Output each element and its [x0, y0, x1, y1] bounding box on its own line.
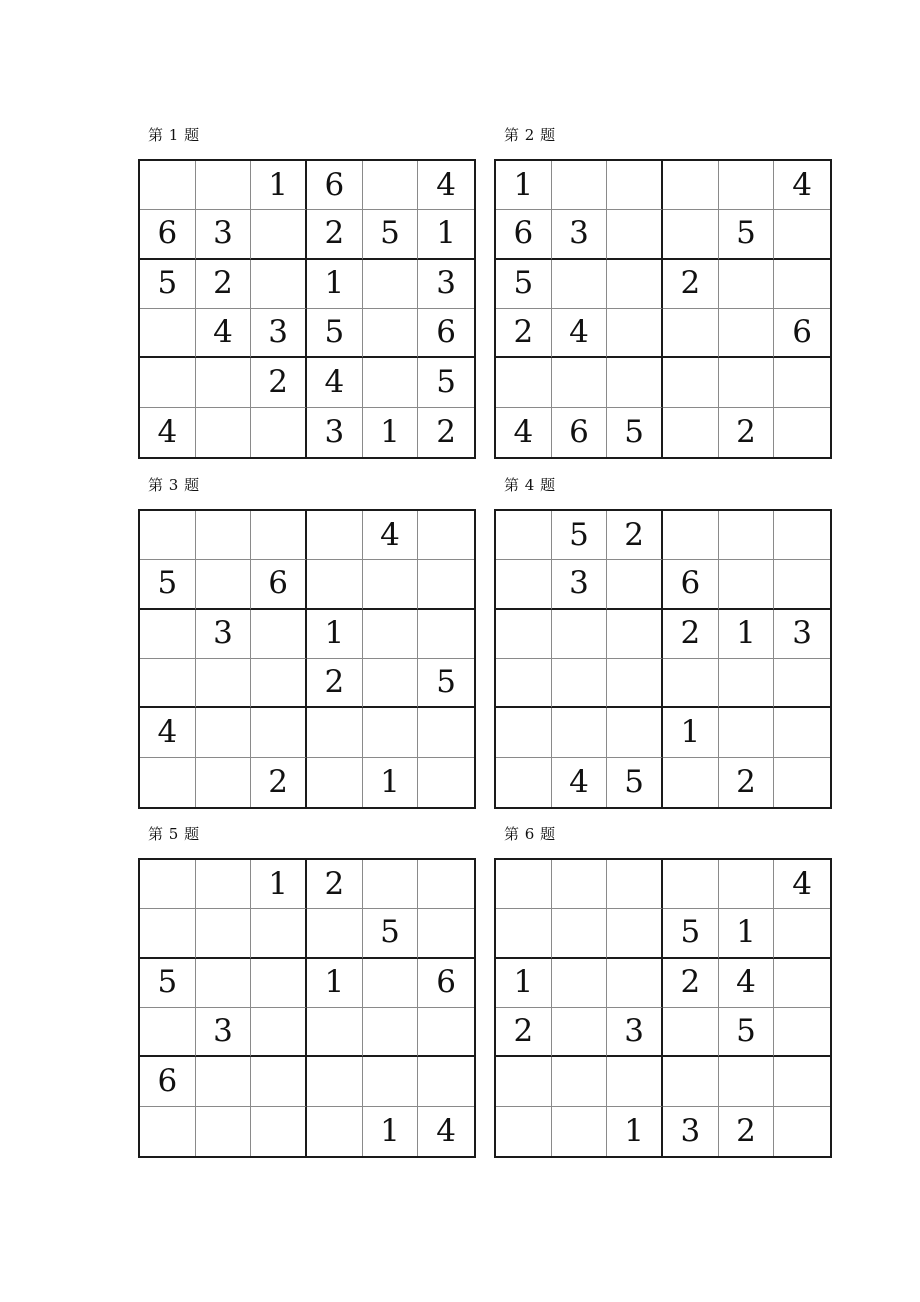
grid-cell [363, 1057, 419, 1106]
grid-cell [774, 358, 830, 407]
grid-cell: 5 [607, 408, 663, 457]
grid-cell: 6 [774, 309, 830, 358]
grid-cell: 1 [607, 1107, 663, 1156]
grid-cell: 1 [363, 758, 419, 807]
grid-cell: 4 [363, 511, 419, 560]
sudoku-grid [138, 159, 476, 459]
grid-cell: 6 [418, 959, 474, 1008]
grid-cell [307, 758, 363, 807]
grid-cell [140, 309, 196, 358]
grid-cell [774, 511, 830, 560]
grid-cell: 5 [307, 309, 363, 358]
grid-cell [196, 708, 252, 757]
grid-cell [363, 708, 419, 757]
grid-cell: 1 [496, 959, 552, 1008]
grid-cell [140, 1107, 196, 1156]
grid-cell [719, 1057, 775, 1106]
grid-cell [418, 758, 474, 807]
grid-cell [552, 959, 608, 1008]
grid-cell [251, 1008, 307, 1057]
grid-cell: 2 [251, 758, 307, 807]
grid-cell: 5 [418, 358, 474, 407]
grid-cell: 2 [719, 408, 775, 457]
grid-cell: 6 [140, 210, 196, 259]
grid-cell [607, 161, 663, 210]
grid-cell [552, 659, 608, 708]
grid-cell [196, 758, 252, 807]
grid-cell [363, 610, 419, 659]
puzzle-title: 第 5 题 [148, 825, 200, 843]
grid-cell: 4 [774, 161, 830, 210]
grid-cell [719, 511, 775, 560]
grid-cell [307, 708, 363, 757]
grid-cell [251, 210, 307, 259]
grid-cell [251, 708, 307, 757]
grid-cell: 3 [196, 1008, 252, 1057]
grid-cell: 5 [496, 260, 552, 309]
grid-cell [363, 1008, 419, 1057]
grid-cell [496, 860, 552, 909]
grid-cell [719, 860, 775, 909]
grid-cell: 5 [140, 959, 196, 1008]
puzzle-title: 第 4 题 [504, 476, 556, 494]
grid-cell [552, 161, 608, 210]
grid-cell [196, 161, 252, 210]
grid-cell: 3 [196, 610, 252, 659]
grid-cell: 5 [140, 260, 196, 309]
grid-cell [418, 1008, 474, 1057]
grid-cell [496, 659, 552, 708]
grid-cell: 4 [719, 959, 775, 1008]
grid-cell [251, 511, 307, 560]
grid-cell [607, 1057, 663, 1106]
grid-cell: 2 [607, 511, 663, 560]
grid-cell: 1 [251, 161, 307, 210]
grid-cell [196, 909, 252, 958]
grid-cell [418, 511, 474, 560]
grid-cell [663, 309, 719, 358]
grid-cell [196, 959, 252, 1008]
grid-cell: 2 [251, 358, 307, 407]
grid-cell: 6 [663, 560, 719, 609]
grid-cell [552, 860, 608, 909]
grid-cell: 3 [251, 309, 307, 358]
grid-cell [719, 659, 775, 708]
grid-cell: 6 [418, 309, 474, 358]
grid-cell [196, 560, 252, 609]
grid-cell: 4 [140, 408, 196, 457]
grid-cell: 1 [307, 959, 363, 1008]
grid-cell: 2 [196, 260, 252, 309]
grid-cell [418, 610, 474, 659]
grid-cell [251, 659, 307, 708]
grid-cell [251, 260, 307, 309]
grid-cell [496, 1057, 552, 1106]
grid-cell [196, 860, 252, 909]
grid-cell: 1 [363, 408, 419, 457]
grid-cell: 3 [196, 210, 252, 259]
grid-cell [140, 161, 196, 210]
grid-cell: 6 [307, 161, 363, 210]
grid-cell [363, 659, 419, 708]
grid-cell [663, 161, 719, 210]
grid-cell [140, 909, 196, 958]
grid-cell: 5 [719, 1008, 775, 1057]
grid-cell: 1 [719, 909, 775, 958]
grid-cell [251, 909, 307, 958]
grid-cell [251, 408, 307, 457]
grid-cell [418, 909, 474, 958]
puzzle-title: 第 1 题 [148, 126, 200, 144]
grid-cell [552, 260, 608, 309]
grid-cell [774, 1008, 830, 1057]
grid-cell: 3 [418, 260, 474, 309]
grid-cell: 2 [663, 959, 719, 1008]
grid-cell: 1 [496, 161, 552, 210]
grid-cell: 1 [663, 708, 719, 757]
grid-cell [774, 659, 830, 708]
grid-cell [607, 860, 663, 909]
grid-cell [774, 758, 830, 807]
grid-cell [307, 1107, 363, 1156]
sudoku-grid [494, 509, 832, 809]
grid-cell [663, 1008, 719, 1057]
grid-cell: 3 [607, 1008, 663, 1057]
grid-cell: 2 [307, 860, 363, 909]
grid-cell [496, 708, 552, 757]
sudoku-grid [494, 858, 832, 1158]
grid-cell [140, 610, 196, 659]
grid-cell [719, 260, 775, 309]
grid-cell [663, 860, 719, 909]
grid-cell: 5 [607, 758, 663, 807]
grid-cell [719, 358, 775, 407]
grid-cell: 5 [363, 210, 419, 259]
grid-cell [196, 1107, 252, 1156]
grid-cell [774, 959, 830, 1008]
grid-cell [196, 511, 252, 560]
grid-cell [418, 1057, 474, 1106]
grid-cell [719, 161, 775, 210]
grid-cell [552, 358, 608, 407]
grid-cell: 3 [663, 1107, 719, 1156]
grid-cell [140, 659, 196, 708]
grid-cell: 4 [552, 309, 608, 358]
grid-cell: 4 [436, 1112, 457, 1149]
grid-cell [307, 909, 363, 958]
grid-cell [363, 309, 419, 358]
grid-cell [607, 260, 663, 309]
sudoku-grid [494, 159, 832, 459]
grid-cell [663, 659, 719, 708]
puzzle-title: 第 2 题 [504, 126, 556, 144]
grid-cell [774, 260, 830, 309]
grid-cell: 2 [496, 309, 552, 358]
grid-cell [719, 309, 775, 358]
grid-cell [418, 708, 474, 757]
grid-cell: 4 [307, 358, 363, 407]
grid-cell: 4 [552, 758, 608, 807]
grid-cell [663, 511, 719, 560]
grid-cell: 3 [552, 560, 608, 609]
grid-cell [140, 758, 196, 807]
grid-cell: 6 [251, 560, 307, 609]
grid-cell [774, 1107, 830, 1156]
grid-cell [607, 659, 663, 708]
grid-cell [774, 210, 830, 259]
grid-cell [552, 1107, 608, 1156]
grid-cell [607, 309, 663, 358]
grid-cell [307, 1008, 363, 1057]
grid-cell [196, 408, 252, 457]
grid-cell: 5 [418, 659, 474, 708]
grid-cell [496, 560, 552, 609]
grid-cell: 3 [307, 408, 363, 457]
grid-cell [251, 1057, 307, 1106]
grid-cell: 1 [307, 260, 363, 309]
grid-cell [552, 610, 608, 659]
grid-cell [607, 909, 663, 958]
grid-cell: 5 [663, 909, 719, 958]
grid-cell: 1 [307, 610, 363, 659]
puzzle-title: 第 3 题 [148, 476, 200, 494]
grid-cell [363, 860, 419, 909]
grid-cell [552, 708, 608, 757]
grid-cell [607, 358, 663, 407]
grid-cell [774, 708, 830, 757]
grid-cell: 4 [774, 860, 830, 909]
grid-cell [140, 511, 196, 560]
grid-cell [663, 210, 719, 259]
grid-cell [496, 358, 552, 407]
grid-cell [552, 1008, 608, 1057]
grid-cell [774, 1057, 830, 1106]
grid-cell [719, 560, 775, 609]
grid-cell [496, 909, 552, 958]
grid-cell [196, 659, 252, 708]
grid-cell [607, 708, 663, 757]
grid-cell [363, 358, 419, 407]
grid-cell [363, 260, 419, 309]
grid-cell [774, 560, 830, 609]
grid-cell [251, 1107, 307, 1156]
sudoku-grid [138, 858, 476, 1158]
grid-cell [251, 610, 307, 659]
grid-cell [196, 1057, 252, 1106]
grid-cell: 5 [140, 560, 196, 609]
grid-cell: 2 [719, 1107, 775, 1156]
grid-cell [607, 210, 663, 259]
grid-cell: 3 [552, 210, 608, 259]
grid-cell [418, 860, 474, 909]
grid-cell [307, 511, 363, 560]
grid-cell: 1 [251, 860, 307, 909]
grid-cell: 6 [140, 1057, 196, 1106]
grid-cell [363, 161, 419, 210]
grid-cell [607, 959, 663, 1008]
grid-cell: 4 [196, 309, 252, 358]
grid-cell [363, 959, 419, 1008]
grid-cell [140, 358, 196, 407]
grid-cell: 4 [418, 161, 474, 210]
grid-cell: 2 [436, 413, 457, 450]
grid-cell: 2 [307, 210, 363, 259]
grid-cell: 4 [140, 708, 196, 757]
grid-cell: 2 [719, 758, 775, 807]
grid-cell [607, 560, 663, 609]
puzzle-title: 第 6 题 [504, 825, 556, 843]
grid-cell [496, 610, 552, 659]
grid-cell [552, 909, 608, 958]
grid-cell [774, 408, 830, 457]
grid-cell: 2 [663, 260, 719, 309]
grid-cell: 1 [719, 610, 775, 659]
grid-cell [496, 511, 552, 560]
grid-cell: 6 [552, 408, 608, 457]
grid-cell: 6 [496, 210, 552, 259]
grid-cell: 2 [496, 1008, 552, 1057]
grid-cell: 5 [719, 210, 775, 259]
grid-cell: 2 [307, 659, 363, 708]
grid-cell: 2 [663, 610, 719, 659]
grid-cell [552, 1057, 608, 1106]
grid-cell: 1 [363, 1107, 419, 1156]
grid-cell [607, 610, 663, 659]
grid-cell: 3 [774, 610, 830, 659]
grid-cell [140, 1008, 196, 1057]
grid-cell [251, 959, 307, 1008]
grid-cell [496, 1107, 552, 1156]
grid-cell: 5 [552, 511, 608, 560]
grid-cell: 5 [363, 909, 419, 958]
grid-cell [663, 358, 719, 407]
grid-cell [663, 758, 719, 807]
grid-cell [140, 860, 196, 909]
grid-cell [307, 1057, 363, 1106]
grid-cell [418, 560, 474, 609]
grid-cell: 4 [496, 408, 552, 457]
grid-cell [663, 1057, 719, 1106]
grid-cell: 1 [418, 210, 474, 259]
grid-cell [307, 560, 363, 609]
grid-cell [719, 708, 775, 757]
grid-cell [663, 408, 719, 457]
grid-cell [774, 909, 830, 958]
grid-cell [196, 358, 252, 407]
grid-cell [363, 560, 419, 609]
grid-cell [496, 758, 552, 807]
sudoku-grid [138, 509, 476, 809]
